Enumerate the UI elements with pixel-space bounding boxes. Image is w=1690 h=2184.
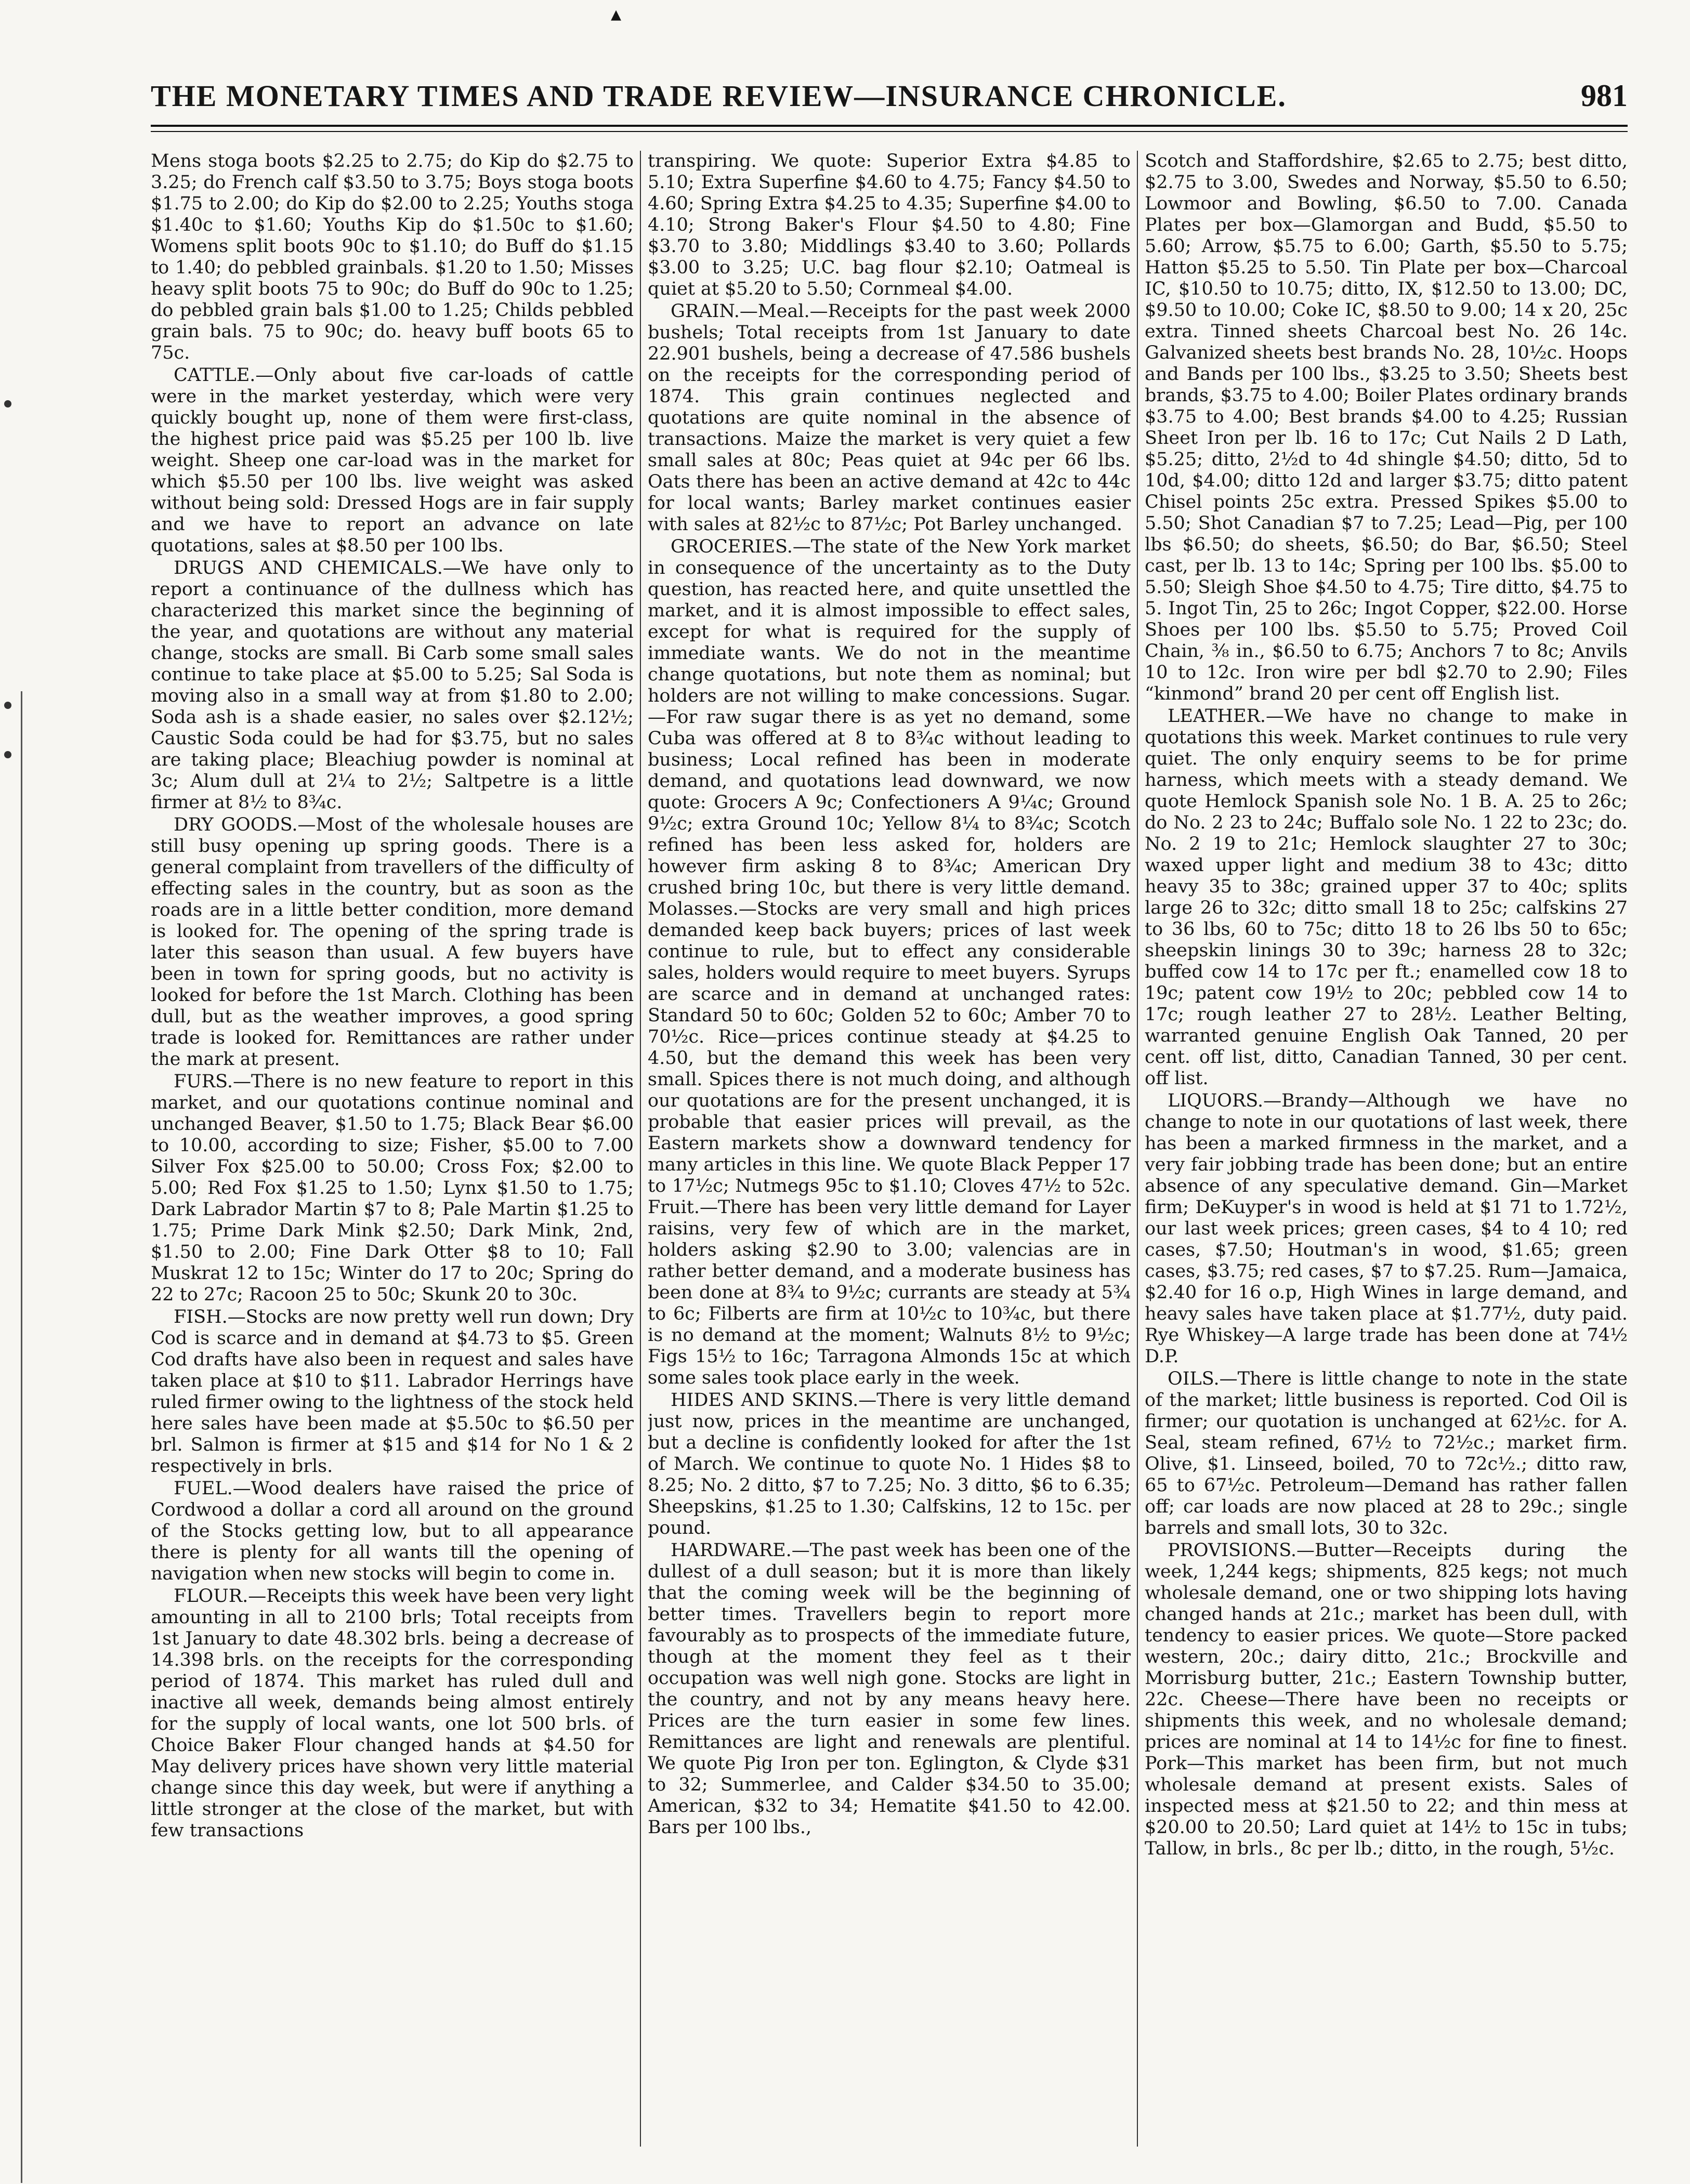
paragraph: transpiring. We quote: Superior Extra $4.85 to 5.10; Extra Superfine $4.60 to 4.75; Fancy $4.50 to 4.60; Spring Extra $4.25 to 4.35; Superfine $4.00 to 4.10; Strong Baker's Flour $4.50 to 4.80; Fine $3.70 to 3.80; Middlings $3.40 to 3.60; Pollards $3.00 to 3.25; U.C. bag flour $2.10; Oatmeal is quiet at $5.20 to 5.50; Cornmeal $4.00. [648, 151, 1131, 299]
article-columns [151, 151, 1628, 2147]
paragraph: Scotch and Staffordshire, $2.65 to 2.75; best ditto, $2.75 to 3.00, Swedes and Norway, $5.50 to 6.50; Lowmoor and Bowling, $6.50 to 7.00. Canada Plates per box—Glamorgan and Budd, $5.50 to 5.60; Arrow, $5.75 to 6.00; Garth, $5.50 to 5.75; Hatton $5.25 to 5.50. Tin Plate per box—Charcoal IC, $10.50 to 10.75; ditto, IX, $12.50 to 13.00; DC, $9.50 to 10.00; Coke IC, $8.50 to 9.00; 14 x 20, 25c extra. Tinned sheets Charcoal best No. 26 14c. Galvanized sheets best brands No. 28, 10½c. Hoops and Bands per 100 lbs., $3.25 to 3.50; Sheets best brands, $3.75 to 4.00; Boiler Plates ordinary brands $3.75 to 4.00; Best brands $4.00 to 4.25; Russian Sheet Iron per lb. 16 to 17c; Cut Nails 2 D Lath, $5.25; ditto, 2½d to 4d shingle $4.50; ditto, 5d to 10d, $4.00; ditto 12d and larger $3.75; ditto patent Chisel points 25c extra. Pressed Spikes $5.00 to 5.50; Shot Canadian $7 to 7.25; Lead—Pig, per 100 lbs $6.50; do sheets, $6.50; do Bar, $6.50; Steel cast, per lb. 13 to 14c; Spring per 100 lbs. $5.00 to 5.50; Sleigh Shoe $4.50 to 4.75; Tire ditto, $4.75 to 5. Ingot Tin, 25 to 26c; Ingot Copper, $22.00. Horse Shoes per 100 lbs. $5.50 to 5.75; Proved Coil Chain, ⅜ in., $6.50 to 6.75; Anchors 7 to 8c; Anvils 10 to 12c. Iron wire per bdl $2.70 to 2.90; Files “kinmond” brand 20 per cent off English list. [1145, 151, 1628, 704]
binding-hole-mark [4, 702, 11, 709]
paragraph-liquors: LIQUORS.—Brandy—Although we have no change to note in our quotations of last week, there has been a marked firmness in the market, and a very fair jobbing trade has been done; but an entire absence of any speculative demand. Gin—Market firm; DeKuyper's in wood is held at $1 71 to 1.72½, our last week prices; green cases, $4 to 4 10; red cases, $7.50; Houtman's in wood, $1.65; green cases, $3.75; red cases, $7 to $7.25. Rum—Jamaica, $2.40 for 16 o.p, High Wines in large demand, and heavy sales have taken place at $1.77½, duty paid. Rye Whiskey—A large trade has been done at 74½ D.P. [1145, 1090, 1628, 1367]
paragraph-fuel: FUEL.—Wood dealers have raised the price of Cordwood a dollar a cord all around on the ground of the Stocks getting low, but to all appearance there is plenty for all wants till the opening of navigation when new stocks will begin to come in. [151, 1478, 634, 1584]
paragraph-furs: FURS.—There is no new feature to report in this market, and our quotations continue nominal and unchanged Beaver, $1.50 to 1.75; Black Bear $6.00 to 10.00, according to size; Fisher, $5.00 to 7.00 Silver Fox $25.00 to 50.00; Cross Fox; $2.00 to 5.00; Red Fox $1.25 to 1.50; Lynx $1.50 to 1.75; Dark Labrador Martin $7 to 8; Pale Martin $1.25 to 1.75; Prime Dark Mink $2.50; Dark Mink, 2nd, $1.50 to 2.00; Fine Dark Otter $8 to 10; Fall Muskrat 12 to 15c; Winter do 17 to 20c; Spring do 22 to 27c; Racoon 25 to 50c; Skunk 20 to 30c. [151, 1071, 634, 1305]
binding-edge [0, 0, 36, 2184]
paragraph-hardware: HARDWARE.—The past week has been one of the dullest of a dull season; but it is more than likely that the coming week will be the beginning of better times. Travellers begin to report more favourably as to prospects of the immediate future, though at the moment they feel as t their occupation was well nigh gone. Stocks are light in the country, and not by any means heavy here. Prices are the turn easier in some few lines. Remittances are light and renewals are plentiful. We quote Pig Iron per ton. Eglington, & Clyde $31 to 32; Summerlee, and Calder $34.50 to 35.00; American, $32 to 34; Hematite $41.50 to 42.00. Bars per 100 lbs., [648, 1540, 1131, 1838]
paragraph-leather: LEATHER.—We have no change to make in quotations this week. Market continues to rule very quiet. The only enquiry seems to be for prime harness, which meets with a steady demand. We quote Hemlock Spanish sole No. 1 B. A. 25 to 26c; do No. 2 23 to 24c; Buffalo sole No. 1 22 to 23c; do. No. 2 19 to 21c; Hemlock slaughter 27 to 30c; waxed upper light and medium 38 to 43c; ditto heavy 35 to 38c; grained upper 37 to 40c; splits large 26 to 32c; ditto small 18 to 25c; calfskins 27 to 36 lbs, 60 to 75c; ditto 18 to 26 lbs 50 to 65c; sheepskin linings 30 to 39c; harness 28 to 32c; buffed cow 14 to 17c per ft.; enamelled cow 18 to 19c; patent cow 19½ to 20c; pebbled cow 14 to 17c; rough leather 27 to 28½. Leather Belting, warranted genuine English Oak Tanned, 20 per cent. off list, ditto, Canadian Tanned, 30 per cent. off list. [1145, 706, 1628, 1089]
page-header [151, 78, 1628, 125]
binding-hole-mark [4, 400, 11, 407]
binding-edge-line [21, 691, 22, 2183]
header-rule [151, 125, 1628, 127]
column-3 [1145, 151, 1628, 2147]
page-number: 981 [1581, 78, 1628, 113]
column-2 [648, 151, 1131, 2147]
column-rule [1131, 151, 1145, 2147]
paragraph-grain: GRAIN.—Meal.—Receipts for the past week 2000 bushels; Total receipts from 1st January to date 22.901 bushels, being a decrease of 47.586 bushels on the receipts for the corresponding period of 1874. This grain continues neglected and quotations are quite nominal in the absence of transactions. Maize the market is very quiet a few small sales at 80c; Peas quiet at 94c per 66 lbs. Oats there has been an active demand at 42c to 44c for local wants; Barley market continues easier with sales at 82½c to 87½c; Pot Barley unchanged. [648, 301, 1131, 535]
paragraph-provisions: PROVISIONS.—Butter—Receipts during the week, 1,244 kegs; shipments, 825 kegs; not much wholesale demand, one or two shipping lots having changed hands at 21c.; market has been dull, with tendency to easier prices. We quote—Store packed western, 20c.; dairy ditto, 21c.; Brockville and Morrisburg butter, 21c.; Eastern Township butter, 22c. Cheese—There have been no receipts or shipments this week, and no wholesale demand; prices are nominal at 14 to 14½c for fine to finest. Pork—This market has been firm, but not much wholesale demand at present exists. Sales of inspected mess at $21.50 to 22; and thin mess at $20.00 to 20.50; Lard quiet at 14½ to 15c in tubs; Tallow, in brls., 8c per lb.; ditto, in the rough, 5½c. [1145, 1540, 1628, 1859]
paragraph-groceries: GROCERIES.—The state of the New York market in consequence of the uncertainty as to the Duty question, has reacted here, and quite unsettled the market, and it is almost impossible to effect sales, except for what is required for the supply of immediate wants. We do not in the meantime change quotations, but note them as nominal; but holders are not willing to make concessions. Sugar.—For raw sugar there is as yet no demand, some Cuba was offered at 8 to 8¾c without leading to business; Local refined has been in moderate demand, and quotations lead downward, we now quote: Grocers A 9c; Confectioners A 9¼c; Ground 9½c; extra Ground 10c; Yellow 8¼ to 8¾c; Scotch refined has been less asked for, holders are however firm asking 8 to 8¾c; American Dry crushed bring 10c, but there is very little demand. Molasses.—Stocks are very small and high prices demanded keep back buyers; prices of last week continue to rule, but to effect any considerable sales, holders would require to meet buyers. Syrups are scarce and in demand at unchanged rates: Standard 50 to 60c; Golden 52 to 60c; Amber 70 to 70½c. Rice—prices continue steady at $4.25 to 4.50, but the demand this week has been very small. Spices there is not much doing, and although our quotations are for the present unchanged, it is probable that easier prices will prevail, as the Eastern markets show a downward tendency for many articles in this line. We quote Black Pepper 17 to 17½c; Nutmegs 95c to $1.10; Cloves 47½ to 52c. Fruit.—There has been very little demand for Layer raisins, very few of which are in the market, holders asking $2.90 to 3.00; valencias are in rather better demand, and a moderate business has been done at 8¾ to 9½c; currants are steady at 5¾ to 6c; Filberts are firm at 10½c to 10¾c, but there is no demand at the moment; Walnuts 8½ to 9½c; Figs 15½ to 16c; Tarragona Almonds 15c at which some sales took place early in the week. [648, 536, 1131, 1388]
paragraph-drugs-chemicals: DRUGS AND CHEMICALS.—We have only to report a continuance of the dullness which has characterized this market since the beginning of the year, and quotations are without any material change, stocks are small. Bi Carb some small sales continue to take place at $5.00 to 5.25; Sal Soda is moving also in a small way at from $1.80 to 2.00; Soda ash is a shade easier, no sales over $2.12½; Caustic Soda could be had for $3.75, but no sales are taking place; Bleachiug powder is nominal at 3c; Alum dull at 2¼ to 2½; Saltpetre is a little firmer at 8½ to 8¾c. [151, 558, 634, 813]
paragraph-dry-goods: DRY GOODS.—Most of the wholesale houses are still busy opening up spring goods. There is a general complaint from travellers of the difficulty of effecting sales in the country, but as soon as the roads are in a little better condition, more demand is looked for. The opening of the spring trade is later this season than usual. A few buyers have been in town for spring goods, but no activity is looked for before the 1st March. Clothing has been dull, but as the weather improves, a good spring trade is looked for. Remittances are rather under the mark at present. [151, 814, 634, 1070]
paragraph-fish: FISH.—Stocks are now pretty well run down; Dry Cod is scarce and in demand at $4.73 to $5. Green Cod drafts have also been in request and sales have taken place at $10 to $11. Labrador Herrings have ruled firmer owing to the lightness of the stock held here sales have been made at $5.50c to $6.50 per brl. Salmon is firmer at $15 and $14 for No 1 & 2 respectively in brls. [151, 1307, 634, 1477]
paragraph-flour: FLOUR.—Receipts this week have been very light amounting in all to 2100 brls; Total receipts from 1st January to date 48.302 brls. being a decrease of 14.398 brls. on the receipts for the corresponding period of 1874. This market has ruled dull and inactive all week, demands being almost entirely for the supply of local wants, one lot 500 brls. of Choice Baker Flour changed hands at $4.50 for May delivery prices have shown very little material change since this day week, but were if anything a little stronger at the close of the market, but with few transactions [151, 1586, 634, 1841]
column-1 [151, 151, 634, 2147]
column-rule [634, 151, 648, 2147]
ink-mark: ▴ [611, 2, 622, 26]
paragraph-oils: OILS.—There is little change to note in the state of the market; little business is reported. Cod Oil is firmer; our quotation is unchanged at 62½c. for A. Seal, steam refined, 67½ to 72½c.; market firm. Olive, $1. Linseed, boiled, 70 to 72c½.; ditto raw, 65 to 67½c. Petroleum—Demand has rather fallen off; car loads are now placed at 28 to 29c.; single barrels and small lots, 30 to 32c. [1145, 1369, 1628, 1538]
paragraph-cattle: CATTLE.—Only about five car-loads of cattle were in the market yesterday, which were very quickly bought up, none of them were first-class, the highest price paid was $5.25 per 100 lb. live weight. Sheep one car-load was in the market for which $5.50 per 100 lbs. live weight was asked without being sold: Dressed Hogs are in fair supply and we have to report an advance on late quotations, sales at $8.50 per 100 lbs. [151, 365, 634, 556]
paragraph: Mens stoga boots $2.25 to 2.75; do Kip do $2.75 to 3.25; do French calf $3.50 to 3.75; Boys stoga boots $1.75 to 2.00; do Kip do $2.00 to 2.25; Youths stoga $1.40c to $1.60; Youths Kip do $1.50c to $1.60; Womens split boots 90c to $1.10; do Buff do $1.15 to 1.40; do pebbled grainbals. $1.20 to 1.50; Misses heavy split boots 75 to 90c; do Buff do 90c to 1.25; do pebbled grain bals $1.00 to 1.25; Childs pebbled grain bals. 75 to 90c; do. heavy buff boots 65 to 75c. [151, 151, 634, 363]
binding-hole-mark [4, 751, 11, 758]
paragraph-hides-skins: HIDES AND SKINS.—There is very little demand just now, prices in the meantime are unchanged, but a decline is confidently looked for after the 1st of March. We continue to quote No. 1 Hides $8 to 8.25; No. 2 ditto, $7 to 7.25; No. 3 ditto, $6 to 6.35; Sheepskins, $1.25 to 1.30; Calfskins, 12 to 15c. per pound. [648, 1390, 1131, 1538]
header-rule-thin [151, 131, 1628, 132]
running-title: THE MONETARY TIMES AND TRADE REVIEW—INSURANCE CHRONICLE. [151, 79, 1287, 113]
